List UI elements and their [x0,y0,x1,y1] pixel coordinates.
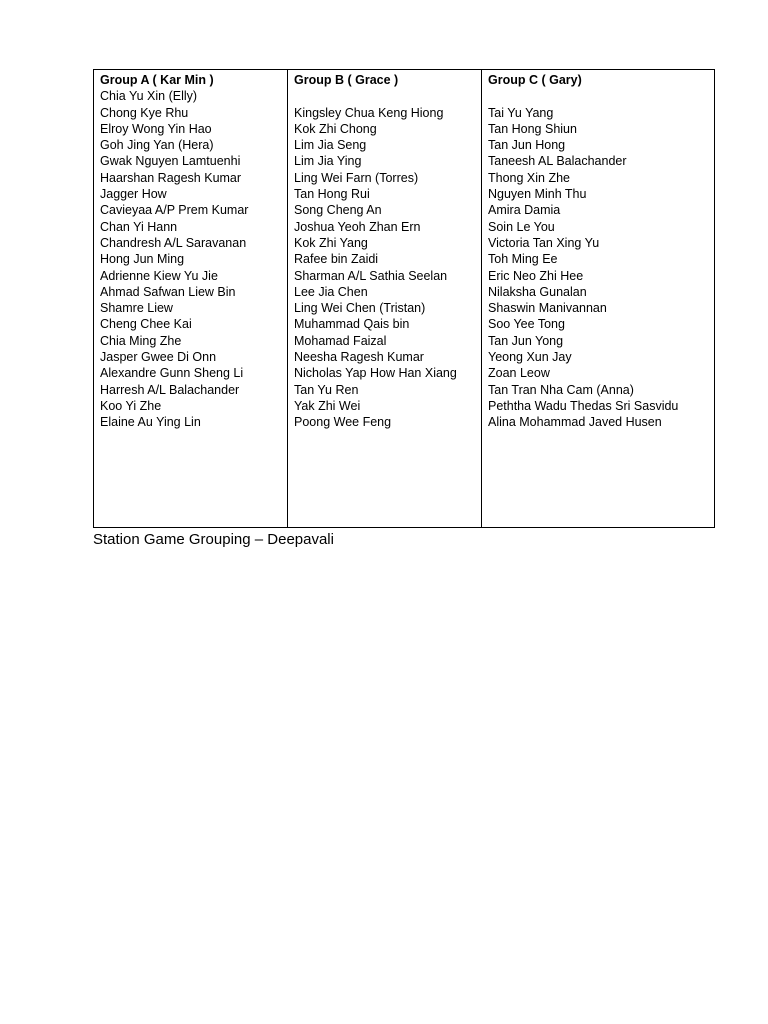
member-name: Ahmad Safwan Liew Bin [100,284,236,299]
member-name: Joshua Yeoh Zhan Ern [294,219,421,234]
member-name: Tan Tran Nha Cam (Anna) [488,382,634,397]
member-name: Song Cheng An [294,203,382,218]
member-name: Eric Neo Zhi Hee [488,268,584,283]
member-name: Cavieyaa A/P Prem Kumar [100,203,249,218]
member-name: Mohamad Faizal [294,333,387,348]
member-name: Soo Yee Tong [488,317,565,332]
member-name: Poong Wee Feng [294,415,392,430]
member-name: Soin Le You [488,219,555,234]
member-name: Elroy Wong Yin Hao [100,121,212,136]
member-name: Chong Kye Rhu [100,105,189,120]
member-name: Gwak Nguyen Lamtuenhi [100,154,241,169]
member-name: Tan Hong Rui [294,187,370,202]
member-name: Chia Yu Xin (Elly) [100,89,198,104]
member-name: Kok Zhi Chong [294,121,377,136]
member-name: Tai Yu Yang [488,105,554,120]
member-name: Tan Jun Yong [488,333,564,348]
member-name: Tan Jun Hong [488,138,566,153]
member-name: Kok Zhi Yang [294,235,368,250]
group-c-column [482,70,714,527]
member-name: Tan Hong Shiun [488,121,577,136]
member-name: Toh Ming Ee [488,252,558,267]
group-c-header: Group C ( Gary) [488,73,582,87]
member-name: Haarshan Ragesh Kumar [100,170,242,185]
member-name: Taneesh AL Balachander [488,154,627,169]
member-name: Zoan Leow [488,366,550,381]
member-name: Lim Jia Ying [294,154,362,169]
member-name: Sharman A/L Sathia Seelan [294,268,448,283]
member-name: Thong Xin Zhe [488,170,570,185]
member-name: Chandresh A/L Saravanan [100,235,247,250]
member-name: Muhammad Qais bin [294,317,410,332]
member-name: Yeong Xun Jay [488,350,572,365]
member-name: Alina Mohammad Javed Husen [488,415,662,430]
member-name: Shamre Liew [100,301,173,316]
member-name: Neesha Ragesh Kumar [294,350,424,365]
group-b-header: Group B ( Grace ) [294,73,399,87]
member-name: Goh Jing Yan (Hera) [100,138,214,153]
member-name: Amira Damia [488,203,561,218]
member-name: Nicholas Yap How Han Xiang [294,366,457,381]
group-c-member-list [488,105,714,431]
member-name: Nguyen Minh Thu [488,187,587,202]
member-name: Lee Jia Chen [294,284,368,299]
member-name: Nilaksha Gunalan [488,284,587,299]
member-name: Ling Wei Farn (Torres) [294,170,419,185]
member-name: Victoria Tan Xing Yu [488,235,600,250]
member-name: Jagger How [100,187,167,202]
group-a-header: Group A ( Kar Min ) [100,73,214,87]
group-b-member-list [294,105,481,431]
member-name: Jasper Gwee Di Onn [100,350,217,365]
member-name: Kingsley Chua Keng Hiong [294,105,444,120]
member-name: Rafee bin Zaidi [294,252,379,267]
grouping-table [93,69,715,528]
member-name: Chan Yi Hann [100,219,178,234]
member-name: Shaswin Manivannan [488,301,607,316]
member-name: Cheng Chee Kai [100,317,192,332]
group-a-column [94,70,288,527]
member-name: Harresh A/L Balachander [100,382,240,397]
document-caption: Station Game Grouping – Deepavali [93,531,334,548]
member-name: Yak Zhi Wei [294,398,361,413]
member-name: Lim Jia Seng [294,138,367,153]
member-name: Tan Yu Ren [294,382,359,397]
member-name: Ling Wei Chen (Tristan) [294,301,426,316]
member-name: Alexandre Gunn Sheng Li [100,366,244,381]
member-name: Koo Yi Zhe [100,398,162,413]
member-name: Hong Jun Ming [100,252,185,267]
member-name: Chia Ming Zhe [100,333,182,348]
member-name: Elaine Au Ying Lin [100,415,201,430]
member-name: Adrienne Kiew Yu Jie [100,268,218,283]
group-a-member-list [100,88,287,430]
member-name: Peththa Wadu Thedas Sri Sasvidu [488,398,679,413]
group-b-column [288,70,482,527]
